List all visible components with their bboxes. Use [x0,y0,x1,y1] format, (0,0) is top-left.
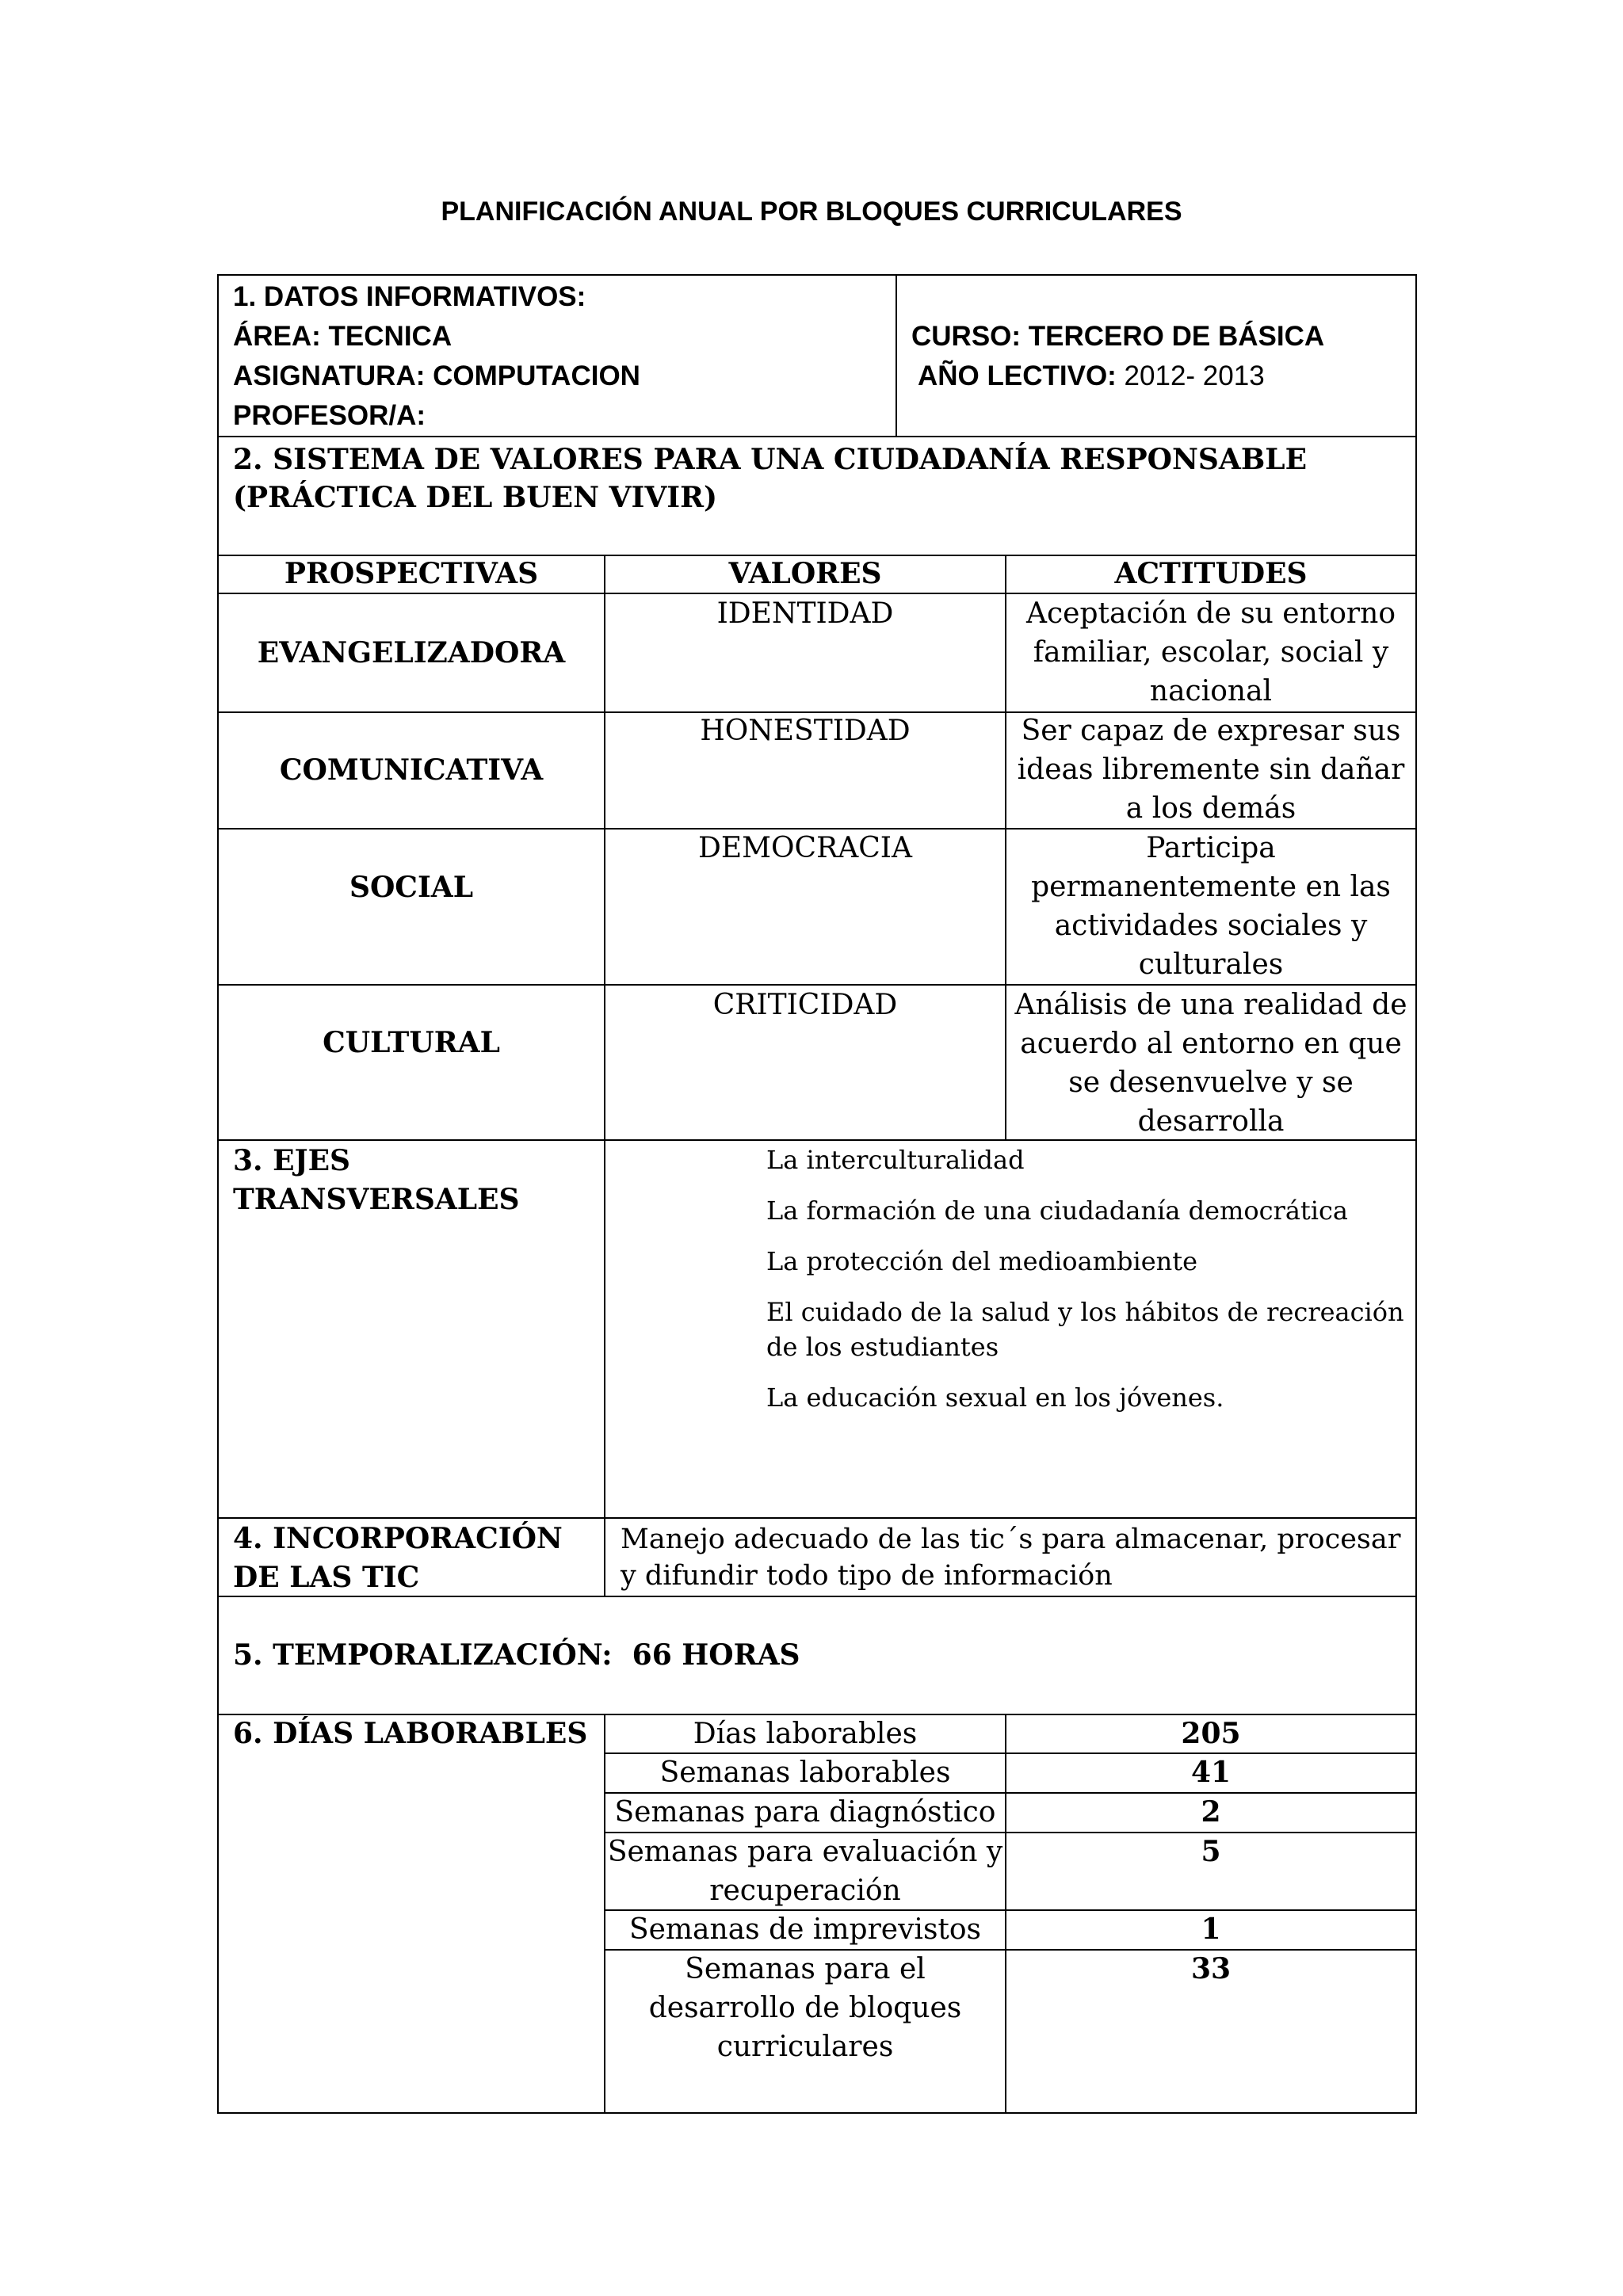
actitud-cell: Ser capaz de expresar sus ideas libremente sin dañar a los demás [1017,715,1405,825]
dias-value-cell: 1 [1201,1913,1221,1946]
ejes-list [766,1142,1404,1415]
dias-heading: 6. DÍAS LABORABLES [233,1717,588,1750]
actitud-cell: Aceptación de su entorno familiar, escolar, social y nacional [1025,597,1396,707]
dias-value-cell: 33 [1190,1952,1232,1985]
dias-label-cell: Semanas para diagnóstico [614,1796,996,1829]
dias-value-cell: 5 [1201,1835,1221,1868]
profesor-field: PROFESOR/A: [233,400,426,431]
prospectiva-cell: CULTURAL [323,1026,500,1059]
valores-heading: 2. SISTEMA DE VALORES PARA UNA CIUDADANÍA RESPONSABLE (PRÁCTICA DEL BUEN VIVIR) [233,443,1308,514]
dias-value-cell: 205 [1181,1717,1241,1750]
actitud-cell: Participa permanentemente en las actividades sociales y culturales [1031,832,1391,981]
page-title: PLANIFICACIÓN ANUAL POR BLOQUES CURRICULARES [441,196,1182,227]
prospectiva-cell: COMUNICATIVA [279,753,544,787]
dias-value-cell: 41 [1190,1756,1232,1789]
dias-label-cell: Semanas para el desarrollo de bloques curriculares [648,1953,962,2063]
list-item: La educación sexual en los jóvenes. [766,1383,1224,1413]
curso-field: CURSO: TERCERO DE BÁSICA [911,321,1325,352]
list-item: La protección del medioambiente [766,1246,1198,1276]
temporalizacion-text: 5. TEMPORALIZACIÓN: 66 HORAS [233,1638,800,1672]
datos-heading: 1. DATOS INFORMATIVOS: [233,281,586,312]
col-header-actitudes: ACTITUDES [1114,557,1308,590]
ejes-heading: 3. EJES TRANSVERSALES [233,1144,520,1216]
actitud-cell: Análisis de una realidad de acuerdo al entorno en que se desenvuelve y se desarrolla [1014,989,1407,1138]
list-item: El cuidado de la salud y los hábitos de recreación de los estudiantes [766,1297,1404,1362]
datos-section [233,277,883,436]
valor-cell: DEMOCRACIA [698,832,912,864]
col-header-prospectivas: PROSPECTIVAS [284,557,539,590]
list-item: La formación de una ciudadanía democrática [766,1196,1348,1226]
valor-cell: CRITICIDAD [712,989,898,1021]
dias-label-cell: Días laborables [693,1718,918,1750]
valor-cell: IDENTIDAD [716,597,894,630]
curso-section [911,317,1403,396]
dias-label-cell: Semanas de imprevistos [628,1913,982,1946]
asignatura-field: ASIGNATURA: COMPUTACION [233,360,640,391]
prospectiva-cell: SOCIAL [349,871,474,904]
list-item: La interculturalidad [766,1145,1025,1175]
tic-heading: 4. INCORPORACIÓN DE LAS TIC [233,1522,563,1594]
anio-field [911,357,1403,396]
dias-label-cell: Semanas para evaluación y recuperación [607,1836,1003,1907]
anio-label: AÑO LECTIVO: [918,360,1117,391]
prospectiva-cell: EVANGELIZADORA [257,636,566,669]
anio-value: 2012- 2013 [1116,360,1265,391]
dias-value-cell: 2 [1201,1795,1221,1829]
dias-label-cell: Semanas laborables [659,1756,951,1789]
valor-cell: HONESTIDAD [700,715,911,747]
tic-text: Manejo adecuado de las tic´s para almacenar, procesar y difundir todo tipo de información [621,1524,1401,1592]
col-header-valores: VALORES [728,557,882,590]
area-field: ÁREA: TECNICA [233,321,453,352]
